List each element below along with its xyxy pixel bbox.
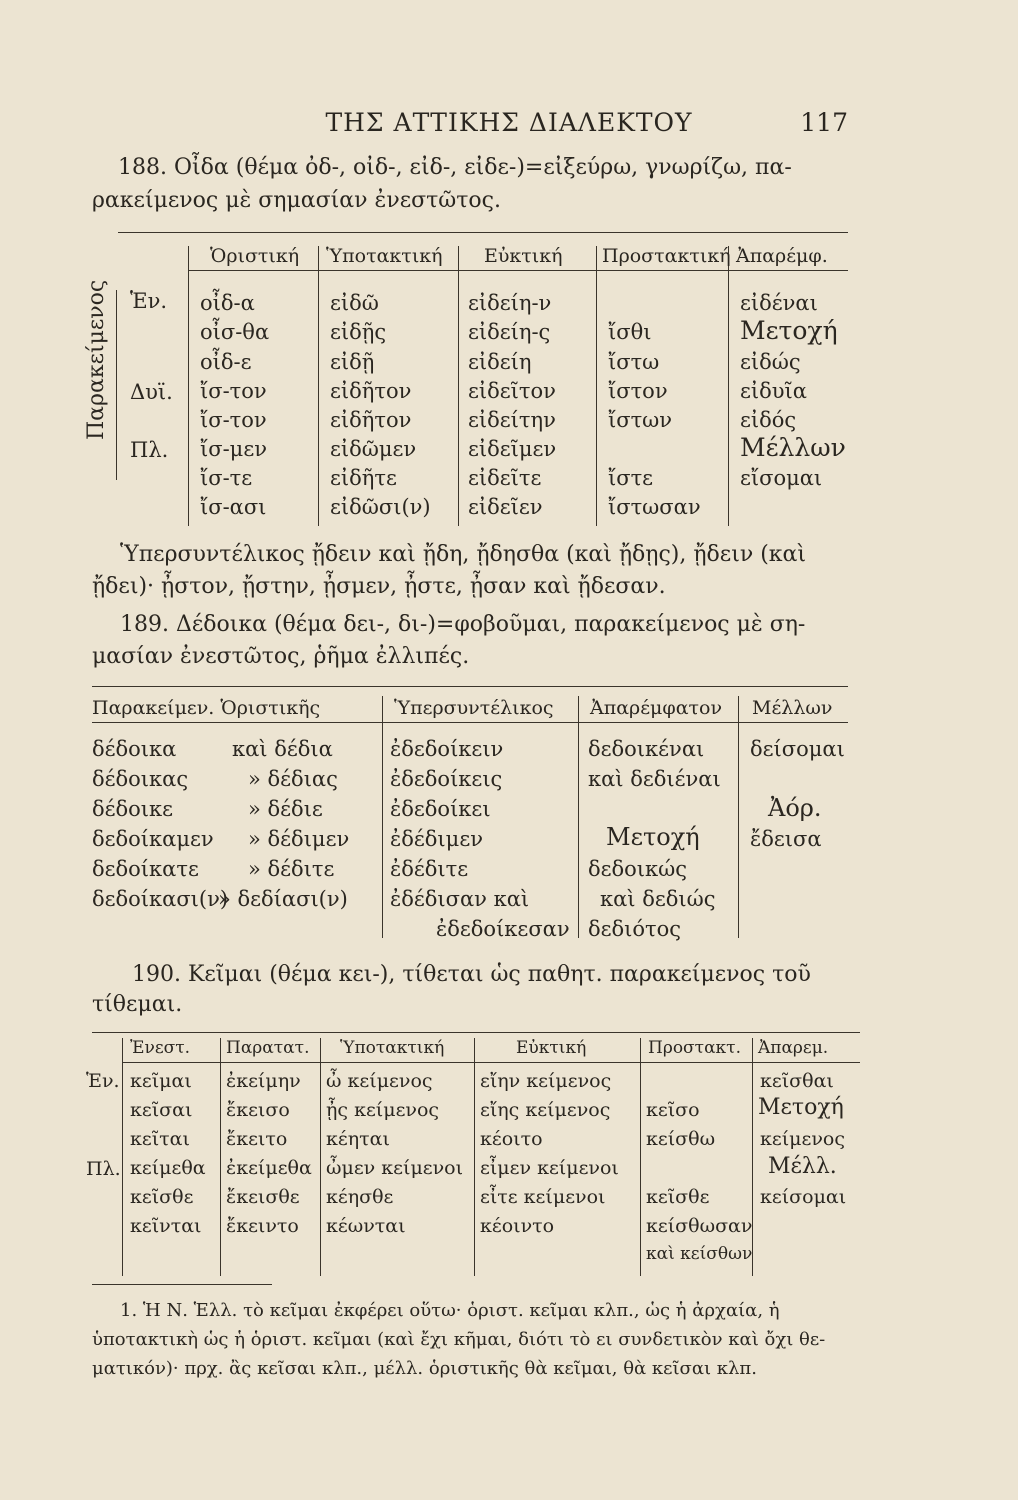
table-cell: κέοιτο: [480, 1128, 543, 1150]
table-cell: ἐδέδιμεν: [390, 827, 483, 851]
table-cell: εἰδῇ: [330, 350, 375, 374]
table-188-head: Ὁριστική: [210, 245, 300, 267]
table-cell: ὦμεν κείμενοι: [326, 1157, 464, 1179]
footnote-rule: [92, 1284, 272, 1285]
table-cell: κεῖνται: [130, 1215, 202, 1237]
table-cell: ἐδεδοίκεσαν: [436, 917, 570, 941]
table-cell: ἴσ-τον: [200, 379, 267, 403]
table-cell: δέδοικας: [92, 767, 189, 791]
table-cell: εἰδείη: [468, 350, 532, 374]
table-cell: » δεδίασι(ν): [218, 887, 348, 911]
table-cell: δεδοίκασι(ν): [92, 887, 229, 911]
table-cell: ἐδεδοίκεις: [390, 767, 503, 791]
table-cell: εἴσομαι: [740, 466, 823, 490]
table-cell: κείμενος: [760, 1128, 845, 1150]
table-cell: ἐδέδιτε: [390, 857, 469, 881]
table-cell: ἔκειντο: [226, 1215, 299, 1237]
table-cell: κεῖσαι: [130, 1099, 193, 1121]
table-cell: εἰδῶ: [330, 291, 379, 315]
table-cell: καὶ δέδια: [232, 737, 333, 761]
table-cell: ὦ κείμενος: [326, 1070, 433, 1092]
table-cell: κέησθε: [326, 1186, 394, 1208]
table-cell: » δέδιτε: [248, 857, 335, 881]
table-190-divider: [474, 1038, 475, 1276]
table-cell: εἰδείτην: [468, 408, 556, 432]
table-cell: κεῖσθε: [646, 1186, 710, 1208]
section-189-line2: μασίαν ἐνεστῶτος, ῥῆμα ἐλλιπές.: [92, 644, 470, 669]
table-cell: δέδοικε: [92, 797, 174, 821]
table-190-head-rule: [122, 1062, 860, 1063]
table-188-divider: [596, 246, 597, 526]
table-cell: εἰδῇς: [330, 320, 387, 344]
table-190-top-rule: [92, 1032, 860, 1033]
table-cell: εἰδῆτον: [330, 379, 412, 403]
number-label: Ἑν.: [86, 1070, 120, 1092]
table-cell: δεδιότος: [588, 917, 682, 941]
table-cell: οἶσ-θα: [200, 320, 270, 344]
table-cell: κείσομαι: [760, 1186, 847, 1208]
table-cell: οἶδ-ε: [200, 350, 252, 374]
table-cell: ἴσθι: [608, 320, 652, 344]
table-cell: δεδοίκατε: [92, 857, 199, 881]
table-cell: κείσθω: [646, 1128, 716, 1150]
table-cell: Μετοχή: [758, 1095, 844, 1120]
table-189-top-rule: [92, 686, 848, 687]
table-cell: Μέλλ.: [768, 1154, 837, 1179]
table-cell: εἴης κείμενος: [480, 1099, 611, 1121]
footnote-line2: ὑποτακτικὴ ὡς ἡ ὁριστ. κεῖμαι (καὶ ἔχι κῆμαι, διότι τὸ ει συνδετικὸν καὶ ὄχι θε-: [92, 1329, 826, 1350]
table-190-head: Ἀπαρεμ.: [758, 1038, 829, 1058]
page-number: 117: [800, 108, 848, 137]
pluperfect-line1: Ὑπερσυντέλικος ᾔδειν καὶ ᾔδη, ᾔδησθα (καὶ ᾔδῃς), ᾔδειν (καὶ: [120, 542, 807, 567]
table-189-divider: [578, 696, 579, 938]
table-cell: εἰδεῖτε: [468, 466, 542, 490]
footnote-line1: 1. Ἡ Ν. Ἑλλ. τὸ κεῖμαι ἐκφέρει οὕτω· ὁριστ. κεῖμαι κλπ., ὡς ἡ ἀρχαία, ἡ: [120, 1300, 780, 1321]
page-header: [0, 108, 1018, 144]
table-189-head: Παρακείμεν. Ὁριστικῆς: [92, 697, 321, 719]
table-cell: ἐδεδοίκειν: [390, 737, 504, 761]
table-cell: εἶτε κείμενοι: [480, 1186, 606, 1208]
table-cell: ἐδεδοίκει: [390, 797, 491, 821]
table-cell: εἶμεν κείμενοι: [480, 1157, 619, 1179]
pluperfect-line2: ᾔδει)· ᾖστον, ᾔστην, ᾖσμεν, ᾖστε, ᾖσαν καὶ ᾔδεσαν.: [92, 574, 666, 599]
table-cell: καὶ κείσθων: [646, 1244, 753, 1264]
table-190-divider: [220, 1038, 221, 1276]
table-188-divider: [188, 246, 189, 526]
table-188-divider: [728, 246, 729, 526]
table-189-head: Ἀπαρέμφατον: [590, 697, 723, 719]
table-cell: ἐδέδισαν καὶ: [390, 887, 530, 911]
table-cell: κείσθωσαν: [646, 1215, 753, 1237]
table-cell: ἔκεισθε: [226, 1186, 300, 1208]
table-cell: ἴσ-τε: [200, 466, 253, 490]
table-188-divider: [458, 246, 459, 526]
table-cell: εἰδῶσι(ν): [330, 495, 431, 519]
table-cell: δεδοίκαμεν: [92, 827, 214, 851]
number-label: Δυϊ.: [130, 380, 173, 404]
table-cell: ᾖς κείμενος: [326, 1099, 440, 1121]
table-cell: κεῖσο: [646, 1099, 700, 1121]
table-cell: κέωνται: [326, 1215, 406, 1237]
table-cell: ἐκείμεθα: [226, 1157, 312, 1179]
footnote-line3: ματικόν)· πρχ. ἂς κεῖσαι κλπ., μέλλ. ὁριστικῆς θὰ κεῖμαι, θὰ κεῖσαι κλπ.: [92, 1358, 757, 1379]
table-cell: ἴσ-ασι: [200, 495, 267, 519]
table-190-divider: [752, 1038, 753, 1276]
table-cell: δείσομαι: [750, 737, 845, 761]
table-cell: εἰδυῖα: [740, 379, 807, 403]
table-190-head: Παρατατ.: [226, 1038, 310, 1058]
table-cell: Ἀόρ.: [768, 794, 822, 822]
table-cell: ἔδεισα: [750, 827, 822, 851]
table-cell: εἰδός: [740, 408, 797, 432]
table-188-head: Προστακτική: [602, 245, 731, 267]
table-cell: Μέλλων: [740, 433, 846, 462]
table-188-head: Εὐκτική: [484, 245, 563, 267]
table-188-bracket: [116, 290, 117, 480]
table-cell: ἔκειτο: [226, 1128, 288, 1150]
number-label: Πλ.: [130, 438, 169, 462]
table-cell: ἔκεισο: [226, 1099, 290, 1121]
table-cell: ἴστω: [608, 350, 660, 374]
table-cell: Μετοχή: [606, 823, 700, 851]
table-cell: ἴσ-τον: [200, 408, 267, 432]
table-188-top-rule: [118, 232, 848, 233]
table-cell: κέηται: [326, 1128, 390, 1150]
table-cell: εἰδῆτε: [330, 466, 397, 490]
table-cell: εἴην κείμενος: [480, 1070, 612, 1092]
table-cell: » δέδιε: [248, 797, 323, 821]
table-cell: » δέδιμεν: [248, 827, 350, 851]
running-title: ΤΗΣ ΑΤΤΙΚΗΣ ΔΙΑΛΕΚΤΟΥ: [325, 108, 693, 137]
table-190-head: Προστακτ.: [648, 1038, 741, 1058]
table-188-side-label: Παρακείμενος: [84, 279, 109, 440]
number-label: Πλ.: [86, 1158, 121, 1180]
section-190-line2: τίθεμαι.: [92, 992, 183, 1017]
table-cell: κεῖσθε: [130, 1186, 194, 1208]
section-188-line1: 188. Οἶδα (θέμα ὀδ-, οἰδ-, εἰδ-, εἰδε-)=εἰξεύρω, γνωρίζω, πα-: [118, 155, 792, 180]
table-cell: εἰδείη-ς: [468, 320, 551, 344]
table-cell: δεδοικέναι: [588, 737, 705, 761]
table-189-head: Ὑπερσυντέλικος: [394, 697, 554, 719]
table-189-head: Μέλλων: [752, 697, 833, 719]
table-cell: κεῖμαι: [130, 1070, 192, 1092]
table-190-divider: [640, 1038, 641, 1276]
table-cell: εἰδείη-ν: [468, 291, 552, 315]
table-cell: καὶ δεδιέναι: [588, 767, 721, 791]
table-cell: κεῖσθαι: [760, 1070, 834, 1092]
table-cell: κείμεθα: [130, 1157, 206, 1179]
table-cell: οἶδ-α: [200, 291, 255, 315]
table-cell: ἐκείμην: [226, 1070, 301, 1092]
table-188-head: Ὑποτακτική: [326, 245, 443, 267]
number-label: Ἑν.: [130, 289, 168, 313]
table-189-divider: [382, 696, 383, 938]
table-cell: εἰδέναι: [740, 291, 818, 315]
table-190-head: Ὑποτακτική: [340, 1038, 445, 1058]
table-cell: εἰδῶμεν: [330, 437, 417, 461]
table-190-divider: [320, 1038, 321, 1276]
table-190-head: Ἐνεστ.: [130, 1038, 191, 1058]
table-cell: εἰδεῖτον: [468, 379, 556, 403]
table-cell: » δέδιας: [248, 767, 338, 791]
table-188-head: Ἀπαρέμφ.: [736, 245, 828, 267]
table-cell: εἰδῆτον: [330, 408, 412, 432]
table-188-divider: [318, 246, 319, 526]
table-190-divider: [122, 1038, 123, 1276]
table-cell: Μετοχή: [740, 316, 838, 345]
table-cell: εἰδώς: [740, 350, 801, 374]
table-cell: ἴσ-μεν: [200, 437, 267, 461]
table-cell: δέδοικα: [92, 737, 177, 761]
table-cell: εἰδεῖμεν: [468, 437, 557, 461]
table-cell: κεῖται: [130, 1128, 190, 1150]
table-cell: ἴστων: [608, 408, 673, 432]
table-189-head-rule: [92, 722, 848, 723]
table-cell: ἴστωσαν: [608, 495, 701, 519]
table-188-head-rule: [188, 270, 848, 271]
table-cell: ἴστε: [608, 466, 654, 490]
section-189-line1: 189. Δέδοικα (θέμα δει-, δι-)=φοβοῦμαι, παρακείμενος μὲ ση-: [120, 612, 806, 637]
table-cell: δεδοικώς: [588, 857, 688, 881]
table-189-divider: [738, 696, 739, 938]
table-cell: κέοιντο: [480, 1215, 555, 1237]
table-cell: ἴστον: [608, 379, 668, 403]
table-cell: καὶ δεδιώς: [600, 887, 716, 911]
section-188-line2: ρακείμενος μὲ σημασίαν ἐνεστῶτος.: [92, 188, 501, 213]
section-190-line1: 190. Κεῖμαι (θέμα κει-), τίθεται ὡς παθητ. παρακείμενος τοῦ: [132, 962, 811, 987]
table-cell: εἰδεῖεν: [468, 495, 543, 519]
table-190-head: Εὐκτική: [516, 1038, 587, 1058]
